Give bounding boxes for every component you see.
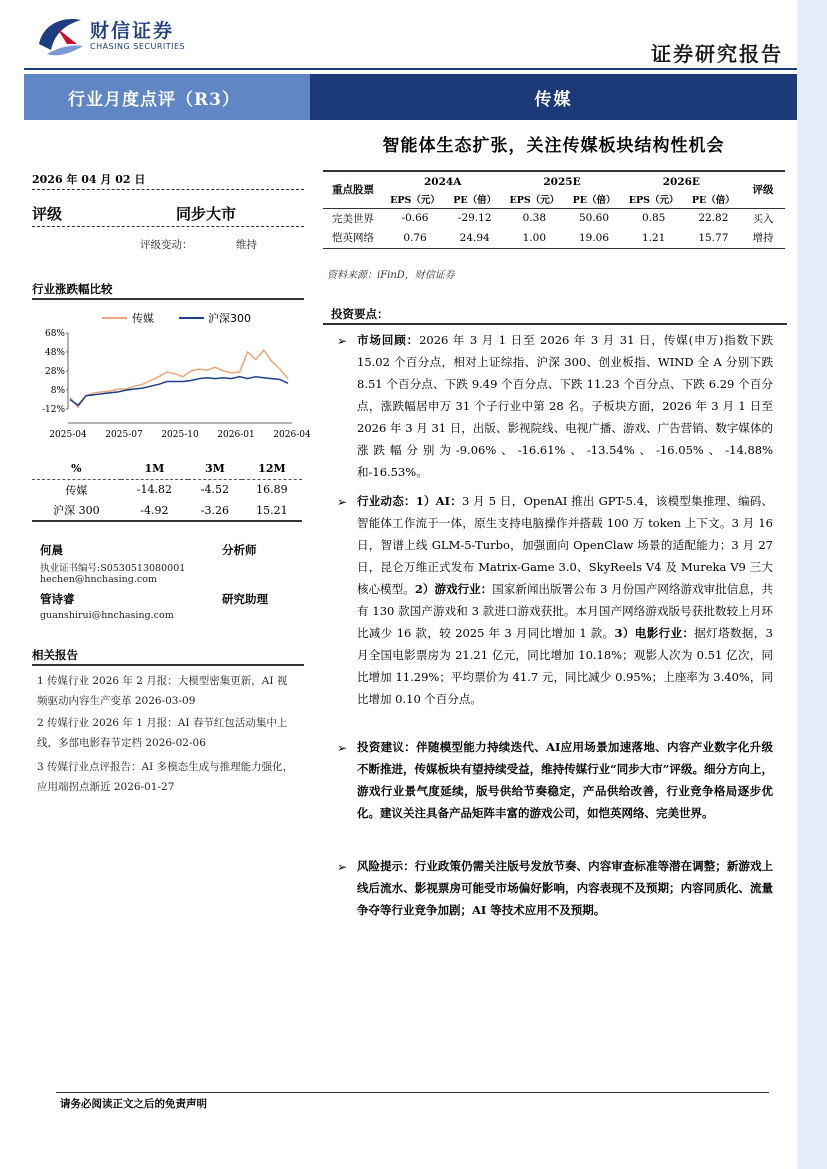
x-tick-label: 2026-01	[217, 430, 255, 440]
point-subheading: 3）电影行业：	[614, 626, 695, 640]
stock-cell: 0.76	[383, 228, 447, 248]
analyst-name: 何晨	[40, 543, 63, 557]
stock-cell: 1.21	[622, 228, 686, 248]
point-body: 国家新闻出版署公布 3 月份国产网络游戏审批信息，共有 130 款国产游戏和 3 款进口游戏获批。本月国产网络游戏版号获批数较上月环比减少 16 款，较 2025 年 3 月同比增加 1 款。	[357, 582, 773, 640]
industry-banner: 传媒	[310, 74, 797, 120]
analyst-role: 分析师	[222, 543, 257, 557]
chart-series	[70, 350, 288, 407]
report-type: 证券研究报告	[651, 42, 783, 66]
point-body: 2026 年 3 月 1 日至 2026 年 3 月 31 日，传媒(申万)指数下跌 15.02 个百分点，相对上证综指、沪深 300、创业板指、WIND 全 A 分别下跌 8.51 个百分点、下跌 9.49 个百分点、下跌 11.23 个百分点、下跌 6.29 个百分点，涨跌幅居申万 31 个子行业中第 28 名。子板块方面，2026 年 3 月 1 日至 2026 年 3 月 31 日，出版、影视院线、电视广播、游戏、广告营销、数字媒体的涨跌幅分别为-9.06%、-16.61%、-13.54%、-16.05%、-14.88%和-16.53%。	[357, 333, 773, 479]
analyst-role: 研究助理	[222, 592, 268, 606]
analyst-name: 管诗睿	[40, 592, 75, 606]
report-category-banner: 行业月度点评（R3）	[24, 74, 310, 120]
point-body: 据灯塔数据，3 月全国电影票房为 21.21 亿元，同比增加 10.18%；观影人次为 0.51 亿次，同比增加 11.29%；平均票价为 41.7 元，同比减少 0.95%；上座率为 3.40%，同比增加 0.10 个百分点。	[357, 626, 773, 706]
point-investment-advice: 投资建议：伴随模型能力持续迭代、AI应用场景加速落地、内容产业数字化升级不断推进，传媒板块有望持续受益，维持传媒行业“同步大市”评级。细分方向上，游戏行业景气度延续，版号供给节奏稳定，产品供给改善，行业竞争格局逐步优化。建议关注具备产品矩阵丰富的游戏公司，如恺英网络、完美世界。	[357, 740, 773, 820]
analyst-cert: 执业证书编号:S0530513080001	[40, 563, 186, 574]
y-tick-label: 68%	[44, 329, 65, 339]
col-stock-header: 重点股票	[323, 171, 383, 208]
divider	[32, 189, 304, 190]
sub-header: PE（倍）	[566, 191, 621, 208]
stock-cell: 1.00	[502, 228, 566, 248]
chart-legend	[102, 311, 251, 325]
year-header: 2025E	[502, 171, 621, 191]
stock-cell: 22.82	[698, 212, 729, 225]
rating-change-value: 维持	[236, 239, 257, 251]
bullet-arrow-icon: ➢	[337, 334, 348, 348]
footer-disclaimer: 请务必阅读正文之后的免责声明	[60, 1098, 207, 1110]
series-line-media	[70, 350, 288, 407]
logo-text-cn: 财信证券	[90, 20, 175, 42]
year-header: 2024A	[383, 171, 502, 191]
bullet-arrow-icon: ➢	[337, 741, 348, 755]
section-title-related: 相关报告	[32, 648, 78, 662]
sub-header: EPS（元）	[622, 191, 686, 208]
section-title-compare: 行业涨跌幅比较	[32, 282, 113, 296]
y-tick-label: 8%	[50, 386, 65, 396]
stock-rating: 增持	[741, 228, 785, 248]
perf-header: 1M	[121, 458, 188, 479]
analyst-email[interactable]: hechen@hnchasing.com	[40, 574, 157, 585]
perf-cell: -4.52	[200, 483, 230, 497]
sub-header: EPS（元）	[383, 191, 447, 208]
perf-header: 3M	[188, 458, 242, 479]
col-rating-header: 评级	[741, 171, 785, 208]
right-edge-stripe	[797, 0, 827, 1169]
perf-cell: 15.21	[242, 500, 302, 521]
performance-chart	[32, 305, 311, 445]
point-industry-news	[357, 490, 773, 710]
table-source: 资料来源：iFinD，财信证券	[327, 270, 455, 281]
perf-header: 12M	[242, 458, 302, 479]
perf-cell: 16.89	[256, 483, 288, 497]
series-line-hs300	[70, 377, 288, 406]
stock-cell: 0.85	[641, 212, 666, 225]
x-tick-label: 2026-04	[273, 430, 311, 440]
point-subheading: 1）AI：	[415, 494, 462, 508]
page-title: 智能体生态扩张，关注传媒板块结构性机会	[382, 136, 725, 156]
legend-label-media: 传媒	[132, 312, 154, 325]
analyst-email[interactable]: guanshirui@hnchasing.com	[40, 610, 174, 621]
stock-name: 完美世界	[332, 212, 374, 225]
related-report-item[interactable]: 3 传媒行业点评报告：AI 多模态生成与推理能力强化，应用端拐点渐近 2026-01-27	[37, 761, 294, 793]
related-report-item[interactable]: 2 传媒行业 2026 年 1 月报：AI 春节红包活动集中上线，多部电影春节定档 2026-02-06	[37, 717, 288, 749]
related-report-item[interactable]: 1 传媒行业 2026 年 2 月报：大模型密集更新，AI 视频驱动内容生产变革 2026-03-09	[37, 675, 288, 707]
point-risk-warning: 风险提示：行业政策仍需关注版号发放节奏、内容审查标准等潜在调整；新游戏上线后流水、影视票房可能受市场偏好影响，内容表现不及预期；内容同质化、流量争夺等行业竞争加剧；AI 等技术应用不及预期。	[357, 859, 773, 917]
rating-change-label: 评级变动：	[140, 239, 193, 251]
y-tick-label: 28%	[44, 367, 65, 377]
x-tick-label: 2025-07	[105, 430, 143, 440]
x-tick-label: 2025-10	[161, 430, 199, 440]
logo-icon	[37, 14, 85, 58]
divider	[32, 226, 304, 227]
section-rule	[32, 664, 304, 666]
sub-header: PE（倍）	[686, 191, 741, 208]
perf-cell: 沪深 300	[32, 500, 121, 521]
perf-cell: 传媒	[65, 483, 88, 497]
stock-rating: 买入	[752, 212, 774, 225]
sub-header: PE（倍）	[447, 191, 502, 208]
section-title-points: 投资要点：	[331, 307, 389, 321]
point-subheading: 2）游戏行业：	[414, 582, 493, 596]
perf-cell: -3.26	[188, 500, 242, 521]
stock-cell: 0.38	[522, 212, 547, 225]
point-market-review	[357, 329, 773, 483]
section-rule	[32, 298, 304, 300]
stock-cell: 50.60	[578, 212, 610, 225]
stock-cell: 19.06	[566, 228, 621, 248]
report-date: 2026 年 04 月 02 日	[32, 173, 146, 186]
perf-header: %	[32, 458, 121, 479]
header-rule	[24, 68, 797, 70]
point-heading: 市场回顾：	[357, 333, 420, 347]
stock-name: 恺英网络	[323, 228, 383, 248]
year-header: 2026E	[622, 171, 741, 191]
y-tick-label: -12%	[41, 405, 65, 415]
performance-table	[32, 458, 302, 522]
logo-text-en: CHASING SECURITIES	[90, 42, 186, 51]
stock-cell: -0.66	[401, 212, 429, 225]
bullet-arrow-icon: ➢	[337, 860, 348, 874]
perf-cell: -4.92	[121, 500, 188, 521]
point-body: 3 月 5 日，OpenAI 推出 GPT-5.4，该模型集推理、编码、智能体工作流于一体，原生支持电脑操作并搭载 100 万 token 上下文。3 月 16 日，智谱上线 GLM-5-Turbo，加强面向 OpenClaw 场景的适配能力；3 月 27 日，昆仑万维正式发布 Matrix-Game 3.0、SkyReels V4 及 Mureka V9 三大核心模型。	[357, 494, 774, 596]
legend-label-hs300: 沪深300	[208, 312, 251, 325]
rating-value: 同步大市	[176, 205, 237, 223]
footer-rule	[56, 1092, 769, 1093]
stock-cell: -29.12	[457, 212, 492, 225]
x-tick-label: 2025-04	[49, 430, 87, 440]
stock-cell: 24.94	[447, 228, 502, 248]
y-tick-label: 48%	[44, 348, 65, 358]
perf-cell: -14.82	[136, 483, 172, 497]
rating-label: 评级	[32, 205, 63, 223]
point-heading: 行业动态：	[357, 494, 416, 508]
section-rule	[323, 323, 787, 325]
stock-cell: 15.77	[686, 228, 741, 248]
sub-header: EPS（元）	[502, 191, 566, 208]
key-stocks-table	[323, 170, 785, 249]
chart-axes	[42, 329, 311, 440]
bullet-arrow-icon: ➢	[337, 495, 348, 509]
